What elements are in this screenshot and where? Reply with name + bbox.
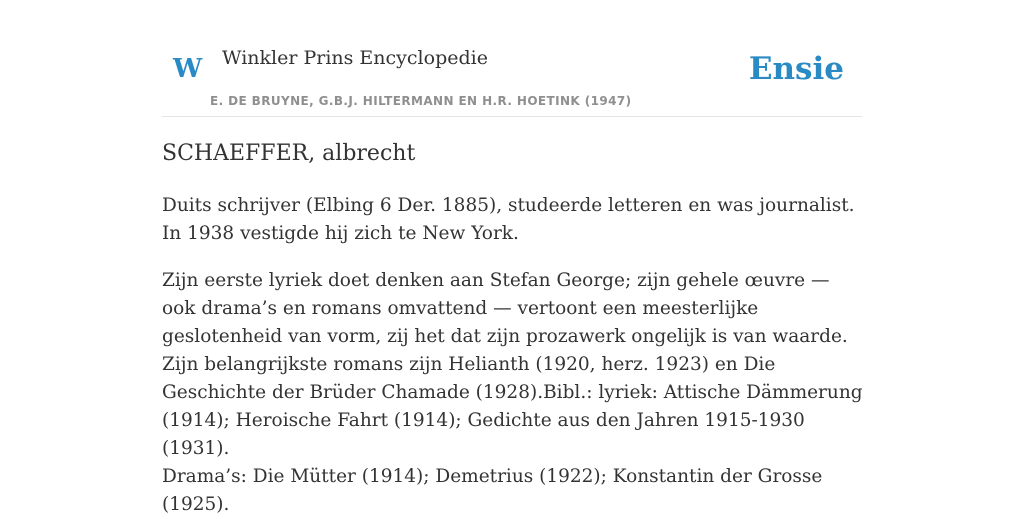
entry-paragraph: Zijn eerste lyriek doet denken aan Stefan George; zijn gehele œuvre — ook drama’s en romans omvattend — vertoont een meesterlijke geslotenheid van vorm, zij het dat zijn prozawerk ongelijk is van waarde. Zijn belangrijkste romans zijn Helianth (1920, herz. 1923) en Die Geschichte der Brüder Chamade (1928).Bibl.: lyriek: Attische Dämmerung (1914); Heroische Fahrt (1914); Gedichte aus den Jahren 1915-1930 (1931). <box>162 270 863 459</box>
entry-paragraph: Duits schrijver (Elbing 6 Der. 1885), studeerde letteren en was journalist. In 1938 vestigde hij zich te New York. <box>162 195 855 244</box>
ensie-logo[interactable]: Ensie <box>748 51 844 87</box>
source-authors: E. DE BRUYNE, G.B.J. HILTERMANN EN H.R. HOETINK (1947) <box>210 94 632 108</box>
source-header <box>162 0 862 117</box>
page <box>162 0 863 515</box>
source-logo[interactable]: W <box>173 54 203 84</box>
entry-title: SCHAEFFER, albrecht <box>162 141 416 166</box>
entry-paragraph: Drama’s: Die Mütter (1914); Demetrius (1922); Konstantin der Grosse (1925). <box>162 466 823 515</box>
source-title-link[interactable]: Winkler Prins Encyclopedie <box>222 47 488 69</box>
